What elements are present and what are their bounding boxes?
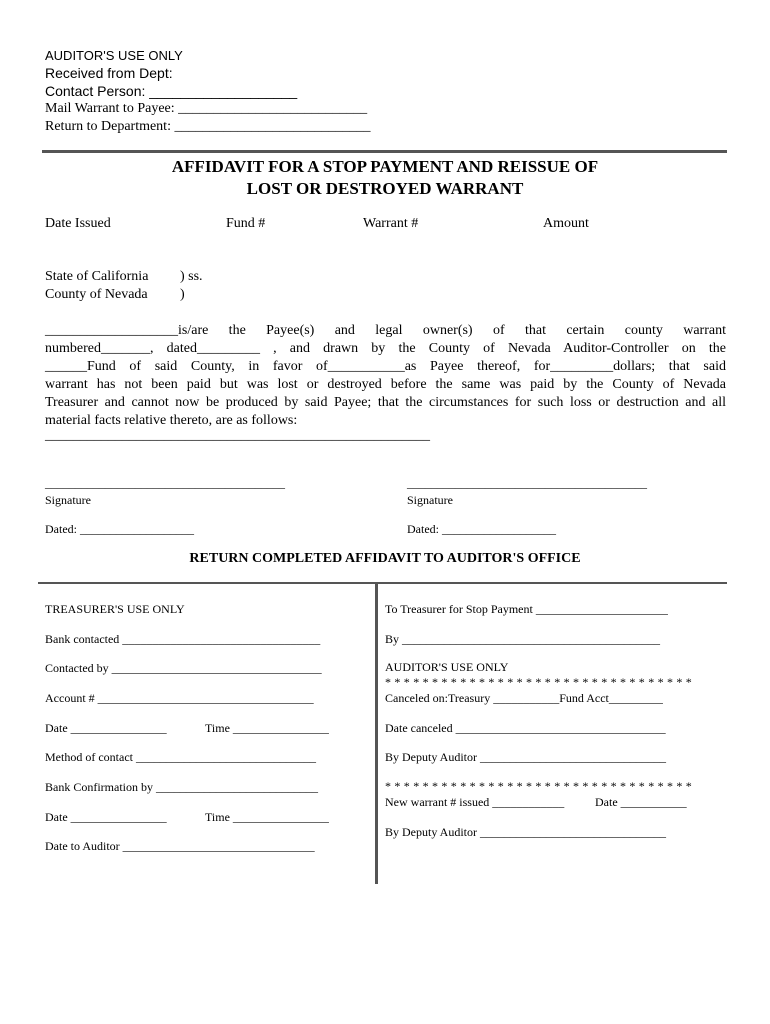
column-divider — [375, 582, 378, 884]
new-warrant-field[interactable]: New warrant # issued ____________ — [385, 795, 565, 809]
treasurers-use-only: TREASURER'S USE ONLY — [45, 602, 185, 616]
return-to-department-field[interactable]: Return to Department: ____________________________ — [45, 119, 371, 134]
contact-person-field[interactable]: Contact Person: ___________________ — [45, 83, 298, 99]
body-line-2[interactable]: numbered_______, dated_________ , and drawn by the County of Nevada Auditor-Controller on the — [45, 341, 726, 356]
account-field[interactable]: Account # ____________________________________ — [45, 691, 314, 705]
bank-confirmation-field[interactable]: Bank Confirmation by ___________________________ — [45, 780, 318, 794]
body-line-5: Treasurer and cannot now be produced by said Payee; that the circumstances for such loss or destruction and all — [45, 395, 726, 410]
warrant-label: Warrant # — [363, 216, 419, 231]
bank-contacted-field[interactable]: Bank contacted _________________________________ — [45, 632, 321, 646]
return-notice: RETURN COMPLETED AFFIDAVIT TO AUDITOR'S OFFICE — [189, 551, 581, 566]
date-canceled-field[interactable]: Date canceled ___________________________________ — [385, 721, 666, 735]
date-to-auditor-field[interactable]: Date to Auditor ________________________________ — [45, 839, 315, 853]
date-field-1[interactable]: Date ________________ — [45, 721, 167, 735]
mail-warrant-field[interactable]: Mail Warrant to Payee: ___________________________ — [45, 101, 368, 116]
new-warrant-date-field[interactable]: Date ___________ — [595, 795, 687, 809]
stars-divider-2: * * * * * * * * * * * * * * * * * * * * * * * * * * * * * * * * * — [385, 779, 692, 793]
county-label: County of Nevada — [45, 287, 148, 302]
canceled-on-field[interactable]: Canceled on:Treasury ___________Fund Acct_________ — [385, 691, 663, 705]
amount-label: Amount — [543, 216, 589, 231]
signature-line-right[interactable]: ________________________________________ — [407, 476, 647, 490]
date-field-2[interactable]: Date ________________ — [45, 810, 167, 824]
signature-label-right: Signature — [407, 493, 453, 507]
auditors-use-only-lower: AUDITOR'S USE ONLY — [385, 660, 509, 674]
to-treasurer-field[interactable]: To Treasurer for Stop Payment ______________________ — [385, 602, 668, 616]
method-of-contact-field[interactable]: Method of contact ______________________________ — [45, 750, 316, 764]
facts-line[interactable]: _______________________________________________________ — [45, 428, 430, 443]
date-issued-label: Date Issued — [45, 216, 111, 231]
auditors-use-only-header: AUDITOR'S USE ONLY — [45, 48, 183, 63]
time-field-2[interactable]: Time ________________ — [205, 810, 329, 824]
body-line-4: warrant has not been paid but was lost or destroyed before the same was paid by the County of Nevada — [45, 377, 726, 392]
dated-field-right[interactable]: Dated: ___________________ — [407, 522, 556, 536]
body-line-1[interactable]: ___________________is/are the Payee(s) and legal owner(s) of that certain county warrant — [45, 323, 726, 338]
form-title-line2: LOST OR DESTROYED WARRANT — [246, 179, 524, 198]
signature-line-left[interactable]: ________________________________________ — [45, 476, 285, 490]
ss-label: ) ss. — [180, 269, 203, 284]
header-divider — [42, 150, 727, 153]
contacted-by-field[interactable]: Contacted by ___________________________________ — [45, 661, 322, 675]
body-line-6: material facts relative thereto, are as follows: — [45, 413, 298, 428]
affidavit-body — [45, 322, 726, 430]
paren-label: ) — [180, 287, 185, 302]
by-deputy-auditor-field-2[interactable]: By Deputy Auditor _______________________________ — [385, 825, 666, 839]
state-label: State of California — [45, 269, 149, 284]
body-line-3[interactable]: ______Fund of said County, in favor of___________as Payee thereof, for_________dollars; that said — [45, 359, 726, 374]
stars-divider-1: * * * * * * * * * * * * * * * * * * * * * * * * * * * * * * * * * — [385, 675, 692, 689]
lower-divider — [38, 582, 727, 584]
time-field-1[interactable]: Time ________________ — [205, 721, 329, 735]
fund-label: Fund # — [226, 216, 266, 231]
dated-field-left[interactable]: Dated: ___________________ — [45, 522, 194, 536]
by-field[interactable]: By ___________________________________________ — [385, 632, 661, 646]
received-from-dept: Received from Dept: — [45, 65, 173, 81]
by-deputy-auditor-field[interactable]: By Deputy Auditor _______________________________ — [385, 750, 666, 764]
form-title-line1: AFFIDAVIT FOR A STOP PAYMENT AND REISSUE OF — [171, 157, 599, 176]
signature-label-left: Signature — [45, 493, 91, 507]
